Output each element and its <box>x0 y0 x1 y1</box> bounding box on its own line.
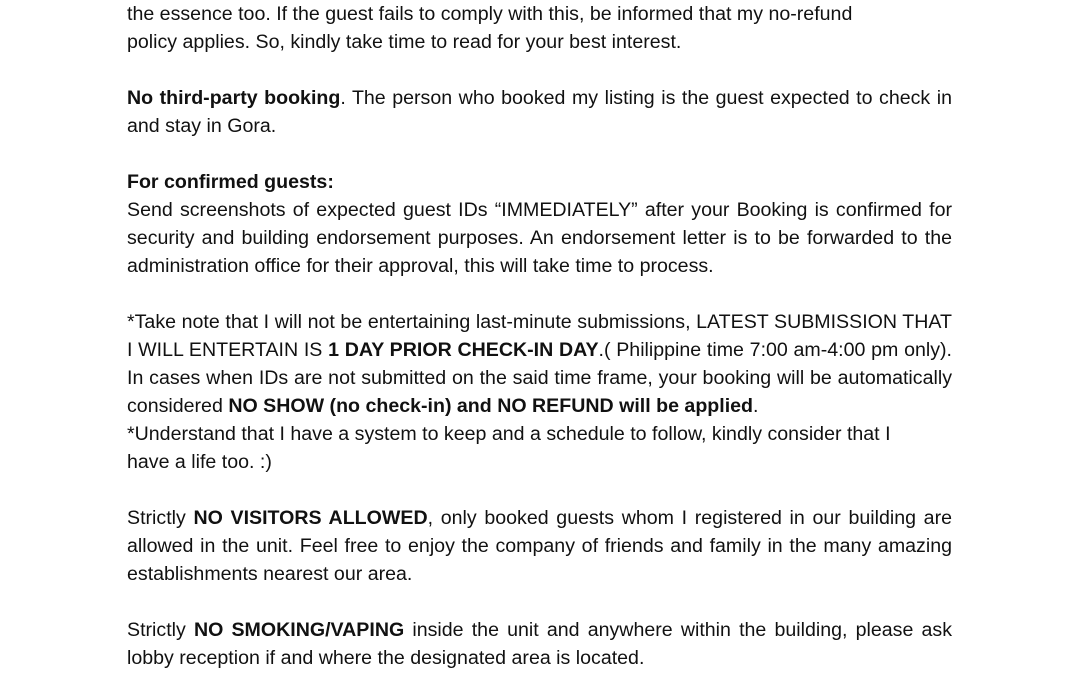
confirmed-heading: For confirmed guests: <box>127 171 334 193</box>
intro-paragraph <box>127 0 952 56</box>
third-party-paragraph <box>127 84 952 140</box>
confirmed-paragraph: Send screenshots of expected guest IDs “IMMEDIATELY” after your Booking is confirmed for security and building endorsement purposes. An endorsement letter is to be forwarded to the administration office for their approval, this will take time to process. <box>127 199 952 277</box>
smoking-text: inside the unit and anywhere within the building, please ask lobby reception if and where the designated area is located. <box>127 619 952 669</box>
visitors-bold: NO VISITORS ALLOWED <box>193 507 428 529</box>
visitors-paragraph <box>127 504 952 588</box>
understand-line-1: *Understand that I have a system to keep and a schedule to follow, kindly consider that I <box>127 423 891 445</box>
confirmed-heading-line <box>127 168 952 196</box>
note-text-1: *Take note that I will not be entertaining last-minute submissions, LATEST SUBMISSION THAT I WILL ENTERTAIN IS <box>127 311 952 361</box>
note-bold-2: NO SHOW (no check-in) and NO REFUND will be applied <box>228 395 754 417</box>
smoking-paragraph <box>127 616 952 672</box>
understand-paragraph <box>127 420 952 476</box>
third-party-text: . The person who booked my listing is the guest expected to check in and stay in Gora. <box>127 87 952 137</box>
smoking-prefix: Strictly <box>127 619 194 641</box>
note-paragraph <box>127 308 952 420</box>
visitors-prefix: Strictly <box>127 507 194 529</box>
smoking-bold: NO SMOKING/VAPING <box>193 619 405 641</box>
note-text-2: .( Philippine time 7:00 am-4:00 pm only). In cases when IDs are not submitted on the said time frame, your booking will be automatically considered <box>127 339 953 417</box>
intro-line-1: the essence too. If the guest fails to comply with this, be informed that my no-refund <box>127 3 853 25</box>
third-party-heading: No third-party booking <box>127 87 341 109</box>
note-bold-1: 1 DAY PRIOR CHECK-IN DAY <box>328 339 599 361</box>
note-text-3: . <box>753 395 759 417</box>
document-page <box>127 0 952 672</box>
visitors-text: , only booked guests whom I registered in our building are allowed in the unit. Feel free to enjoy the company of friends and family in the many amazing establishments nearest our area. <box>127 507 952 585</box>
intro-line-2: policy applies. So, kindly take time to read for your best interest. <box>127 31 682 53</box>
understand-line-2: have a life too. :) <box>127 451 272 473</box>
